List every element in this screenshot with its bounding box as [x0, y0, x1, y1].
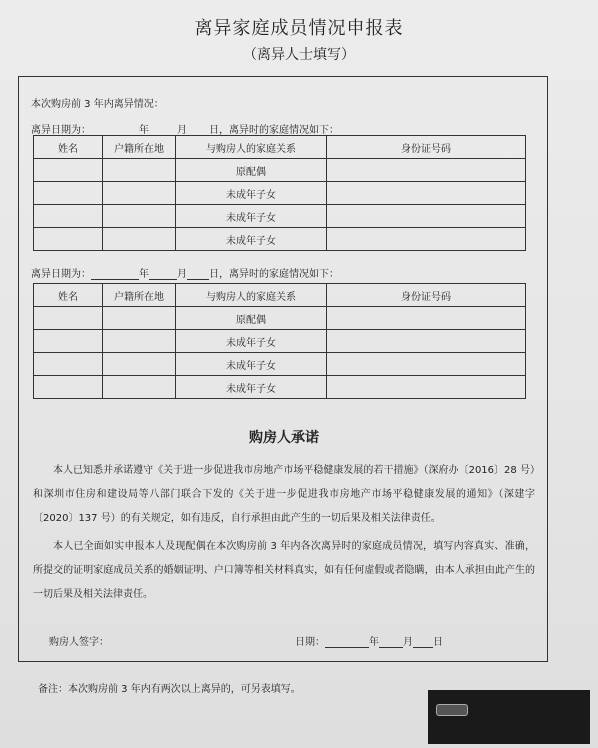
- header-name: 姓名: [34, 136, 103, 159]
- day-label: 日，离异时的家庭情况如下：: [209, 125, 339, 136]
- table-row: [34, 205, 526, 228]
- table-row: [34, 182, 526, 205]
- table-row: [34, 353, 526, 376]
- name-cell[interactable]: [34, 182, 103, 205]
- hukou-cell[interactable]: [103, 205, 176, 228]
- promise-paragraph-1: 本人已知悉并承诺遵守《关于进一步促进我市房地产市场平稳健康发展的若干措施》（深府办〔2016〕28 号）和深圳市住房和建设局等八部门联合下发的《关于进一步促进我市房地产市场平稳健康发展的通知》（深建字〔2020〕137 号）的有关规定，如有违反，自行承担由此产生的一切后果及相关法律责任。: [33, 465, 535, 524]
- remark-note: 备注：本次购房前 3 年内有两次以上离异的，可另表填写。: [38, 684, 301, 695]
- id-cell[interactable]: [327, 376, 526, 399]
- family-table-1: [33, 135, 526, 251]
- header-id-number: 身份证号码: [327, 284, 526, 307]
- date-line: [295, 633, 443, 648]
- hukou-cell[interactable]: [103, 353, 176, 376]
- relation-cell: 未成年子女: [176, 205, 327, 228]
- date-label: 日期：: [295, 637, 325, 648]
- family-table-2: [33, 283, 526, 399]
- hukou-cell[interactable]: [103, 307, 176, 330]
- divorce-month-blank[interactable]: [149, 269, 177, 280]
- name-cell[interactable]: [34, 330, 103, 353]
- header-hukou: 户籍所在地: [103, 284, 176, 307]
- id-cell[interactable]: [327, 330, 526, 353]
- table-row: [34, 330, 526, 353]
- year-label: 年: [139, 125, 149, 136]
- name-cell[interactable]: [34, 159, 103, 182]
- relation-cell: 原配偶: [176, 159, 327, 182]
- header-relation: 与购房人的家庭关系: [176, 284, 327, 307]
- name-cell[interactable]: [34, 307, 103, 330]
- id-cell[interactable]: [327, 307, 526, 330]
- month-label: 月: [177, 269, 187, 280]
- table-header-row: [34, 136, 526, 159]
- divorce-date-line-2: [31, 265, 339, 280]
- table-row: [34, 376, 526, 399]
- divorce-date-label: 离异日期为：: [31, 125, 91, 136]
- name-cell[interactable]: [34, 376, 103, 399]
- form-subtitle: （离异人士填写）: [243, 47, 355, 63]
- table-row: [34, 228, 526, 251]
- hukou-cell[interactable]: [103, 376, 176, 399]
- promise-paragraph-2: 本人已全面如实申报本人及现配偶在本次购房前 3 年内各次离异时的家庭成员情况，填写内容真实、准确，所提交的证明家庭成员关系的婚姻证明、户口簿等相关材料真实，如有任何虚假或者隐瞒，由本人承担由此产生的一切后果及相关法律责任。: [33, 541, 535, 600]
- year-label: 年: [369, 637, 379, 648]
- name-cell[interactable]: [34, 205, 103, 228]
- month-label: 月: [403, 637, 413, 648]
- hukou-cell[interactable]: [103, 182, 176, 205]
- relation-cell: 未成年子女: [176, 353, 327, 376]
- header-hukou: 户籍所在地: [103, 136, 176, 159]
- relation-cell: 未成年子女: [176, 330, 327, 353]
- relation-cell: 未成年子女: [176, 228, 327, 251]
- year-label: 年: [139, 269, 149, 280]
- relation-cell: 原配偶: [176, 307, 327, 330]
- sign-day-blank[interactable]: [413, 637, 433, 648]
- thumbnail-mark-icon: [436, 704, 468, 716]
- header-id-number: 身份证号码: [327, 136, 526, 159]
- form-title: 离异家庭成员情况申报表: [194, 18, 404, 39]
- divorce-date-line-1: [31, 121, 339, 136]
- header-name: 姓名: [34, 284, 103, 307]
- id-cell[interactable]: [327, 159, 526, 182]
- sign-year-blank[interactable]: [325, 637, 369, 648]
- table-row: [34, 159, 526, 182]
- name-cell[interactable]: [34, 228, 103, 251]
- header-relation: 与购房人的家庭关系: [176, 136, 327, 159]
- sign-month-blank[interactable]: [379, 637, 403, 648]
- divorce-year-blank[interactable]: [91, 269, 139, 280]
- day-label: 日: [433, 637, 443, 648]
- day-label: 日，离异时的家庭情况如下：: [209, 269, 339, 280]
- hukou-cell[interactable]: [103, 330, 176, 353]
- table-row: [34, 307, 526, 330]
- relation-cell: 未成年子女: [176, 182, 327, 205]
- id-cell[interactable]: [327, 182, 526, 205]
- id-cell[interactable]: [327, 205, 526, 228]
- name-cell[interactable]: [34, 353, 103, 376]
- promise-title: 购房人承诺: [249, 430, 319, 446]
- divorce-date-label: 离异日期为：: [31, 269, 91, 280]
- month-label: 月: [177, 125, 187, 136]
- hukou-cell[interactable]: [103, 159, 176, 182]
- id-cell[interactable]: [327, 353, 526, 376]
- intro-text: 本次购房前 3 年内离异情况：: [31, 99, 164, 110]
- signer-label: 购房人签字：: [49, 637, 109, 648]
- divorce-day-blank[interactable]: [187, 269, 209, 280]
- form-frame: [18, 76, 548, 662]
- id-cell[interactable]: [327, 228, 526, 251]
- relation-cell: 未成年子女: [176, 376, 327, 399]
- table-header-row: [34, 284, 526, 307]
- hukou-cell[interactable]: [103, 228, 176, 251]
- dark-thumbnail-overlay: [428, 690, 590, 744]
